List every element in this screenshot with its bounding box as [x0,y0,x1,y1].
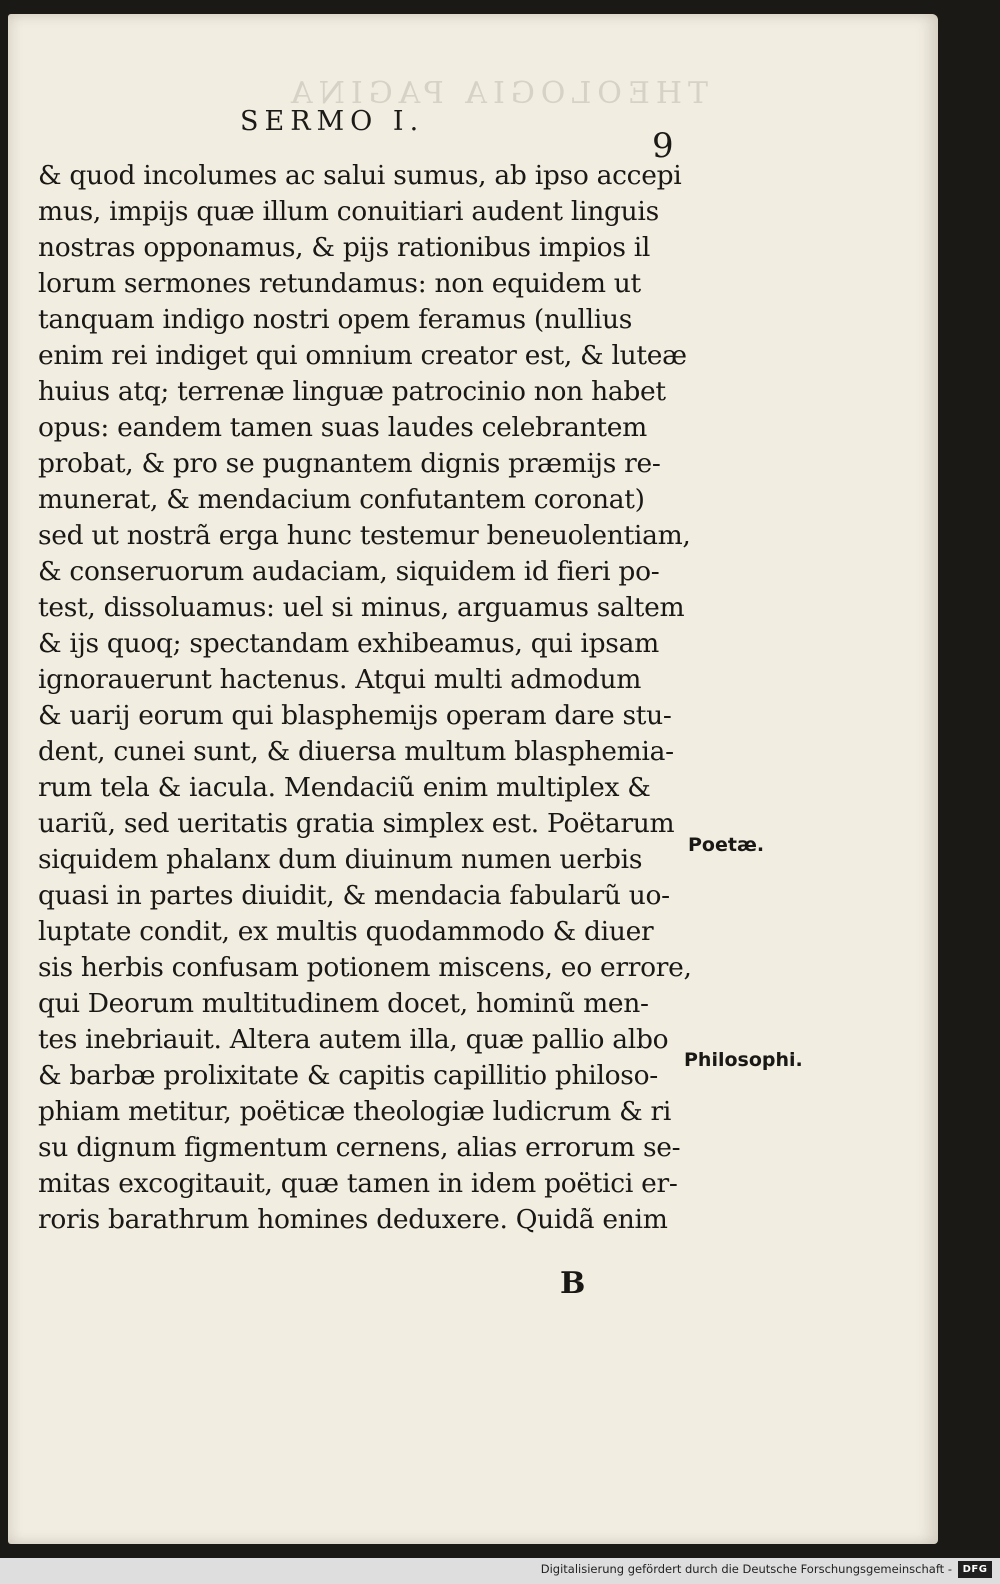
text-line: uariũ, sed ueritatis gratia simplex est. Poëtarum [38,808,675,839]
margin-note-poetae: Poetæ. [688,834,765,856]
text-line: & barbæ prolixitate & capitis capillitio philoso- [38,1060,658,1091]
text-line: enim rei indiget qui omnium creator est, & luteæ [38,340,687,371]
funding-credit: Digitalisierung gefördert durch die Deutsche Forschungsgemeinschaft - [540,1562,952,1576]
text-line: opus: eandem tamen suas laudes celebrantem [38,412,647,443]
dfg-logo: DFG [958,1561,992,1578]
text-line: dent, cunei sunt, & diuersa multum blasphemia- [38,736,674,767]
text-line: mitas excogitauit, quæ tamen in idem poëtici er- [38,1168,678,1199]
text-line: huius atq; terrenæ linguæ patrocinio non habet [38,376,666,407]
footer-bar [0,1558,1000,1584]
text-line: & ijs quoq; spectandam exhibeamus, qui ipsam [38,628,659,659]
text-line: & conseruorum audaciam, siquidem id fieri po- [38,556,660,587]
text-line: sed ut nostrã erga hunc testemur beneuolentiam, [38,520,691,551]
text-line: phiam metitur, poëticæ theologiæ ludicrum & ri [38,1096,672,1127]
text-line: qui Deorum multitudinem docet, hominũ men- [38,988,649,1019]
text-line: luptate condit, ex multis quodammodo & diuer [38,916,654,947]
page-number: 9 [652,126,674,166]
bleed-through: THEOLOGIA PAGINA [284,76,708,111]
text-line: quasi in partes diuidit, & mendacia fabularũ uo- [38,880,670,911]
text-line: probat, & pro se pugnantem dignis præmijs re- [38,448,661,479]
body-text [38,158,692,1238]
text-line: siquidem phalanx dum diuinum numen uerbis [38,844,643,875]
text-line: tes inebriauit. Altera autem illa, quæ pallio albo [38,1024,669,1055]
running-head: SERMO I. [240,106,425,137]
text-line: & quod incolumes ac salui sumus, ab ipso accepi [38,160,682,191]
text-line: munerat, & mendacium confutantem coronat) [38,484,645,515]
text-line: roris barathrum homines deduxere. Quidã enim [38,1204,668,1235]
catchword: B [560,1266,586,1301]
text-line: lorum sermones retundamus: non equidem ut [38,268,641,299]
text-line: nostras opponamus, & pijs rationibus impios il [38,232,651,263]
text-line: su dignum figmentum cernens, alias errorum se- [38,1132,681,1163]
text-line: mus, impijs quæ illum conuitiari audent linguis [38,196,659,227]
text-line: rum tela & iacula. Mendaciũ enim multiplex & [38,772,651,803]
text-line: ignorauerunt hactenus. Atqui multi admodum [38,664,642,695]
text-line: test, dissoluamus: uel si minus, arguamus saltem [38,592,685,623]
margin-note-philosophi: Philosophi. [684,1049,803,1071]
page-header [8,106,938,166]
text-line: sis herbis confusam potionem miscens, eo errore, [38,952,692,983]
book-page [8,14,938,1544]
text-line: & uarij eorum qui blasphemijs operam dare stu- [38,700,672,731]
text-line: tanquam indigo nostri opem feramus (nullius [38,304,633,335]
